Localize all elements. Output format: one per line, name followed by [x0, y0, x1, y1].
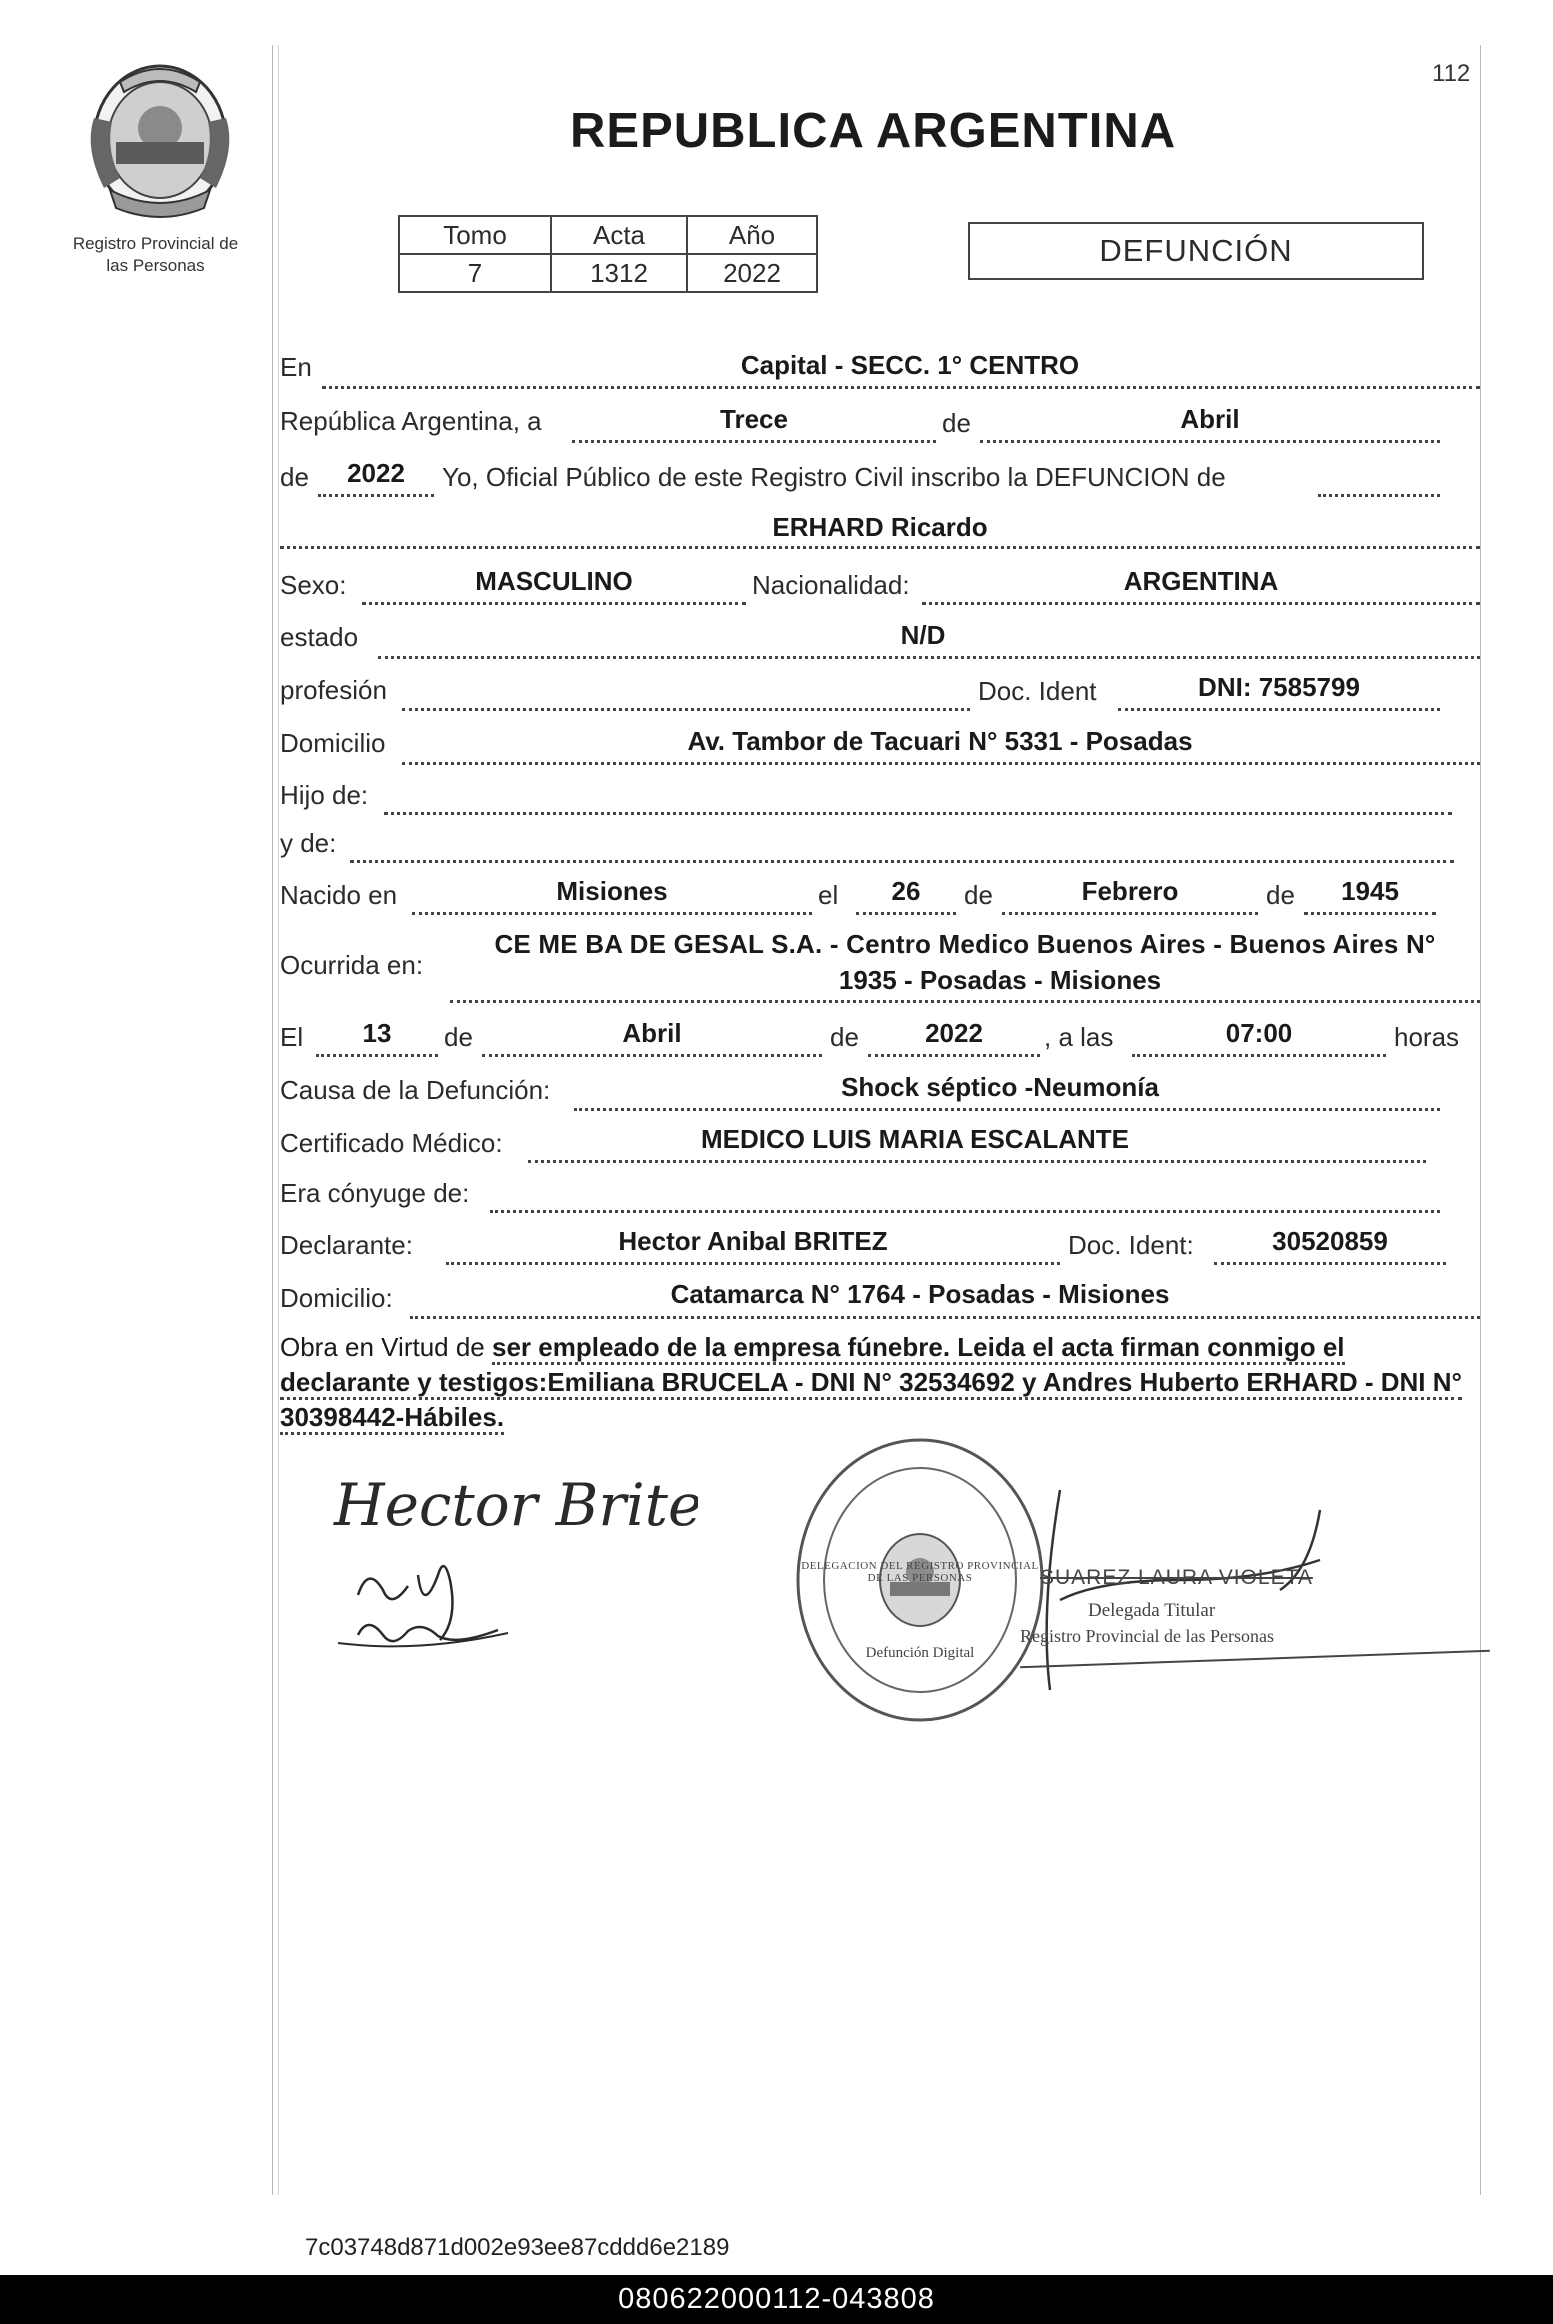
- declarante-doc-value: 30520859: [1272, 1226, 1388, 1256]
- death-time: 07:00: [1225, 1018, 1293, 1048]
- certificado-label: Certificado Médico:: [280, 1128, 503, 1158]
- en-dots: [322, 386, 1480, 389]
- birth-year-dots: [1304, 912, 1436, 915]
- ref-value-tomo: 7: [399, 254, 551, 292]
- document-hash: 7c03748d871d002e93ee87cddd6e2189: [305, 2234, 730, 2261]
- nacido-en-label: Nacido en: [280, 880, 398, 910]
- de-label-2: de: [280, 462, 309, 492]
- ocurrida-line1: CE ME BA DE GESAL S.A. - Centro Medico Buenos Aires - Buenos Aires N°: [494, 929, 1436, 959]
- death-day-dots: [316, 1054, 438, 1057]
- day-dots: [572, 440, 936, 443]
- obra-value: ser empleado de la empresa fúnebre. Leida el acta firman conmigo el declarante y testigos:Emiliana BRUCELA - DNI N° 32534692 y Andres Huberto ERHARD - DNI N° 30398442-Hábiles.: [280, 1332, 1462, 1435]
- doc-ident-label: Doc. Ident: [978, 676, 1097, 706]
- reference-table: [398, 215, 818, 293]
- reference-table-header-row: [399, 216, 817, 254]
- a-las-label: , a las: [1044, 1022, 1114, 1052]
- deceased-name: ERHARD Ricardo: [772, 512, 988, 542]
- domicilio-value: Av. Tambor de Tacuari N° 5331 - Posadas: [687, 726, 1193, 756]
- nacionalidad-value: ARGENTINA: [1123, 566, 1279, 596]
- estado-value: N/D: [900, 620, 946, 650]
- domicilio-dots: [402, 762, 1480, 765]
- stamp-inner-text: Defunción Digital: [865, 1645, 975, 1661]
- de-label-5: de: [444, 1022, 473, 1052]
- official-org: Registro Provincial de las Personas: [1020, 1626, 1274, 1646]
- record-type-box: DEFUNCIÓN: [968, 222, 1424, 280]
- day-word: Trece: [720, 404, 788, 434]
- doc-ident-dots: [1118, 708, 1440, 711]
- sexo-value: MASCULINO: [475, 566, 633, 596]
- obra-paragraph: [280, 1330, 1480, 1435]
- certificado-dots: [528, 1160, 1426, 1163]
- horas-label: horas: [1394, 1022, 1460, 1052]
- y-de-dots: [350, 860, 1454, 863]
- ref-header-ano: Año: [687, 216, 817, 254]
- domicilio2-dots: [410, 1316, 1480, 1319]
- inscribe-tail-dots: [1318, 494, 1440, 497]
- domicilio2-value: Catamarca N° 1764 - Posadas - Misiones: [670, 1279, 1170, 1309]
- en-value: Capital - SECC. 1° CENTRO: [740, 350, 1080, 380]
- ref-header-acta: Acta: [551, 216, 687, 254]
- registry-name-line2: las Personas: [106, 256, 205, 275]
- footer-bar: [0, 2275, 1553, 2324]
- ocurrida-label: Ocurrida en:: [280, 950, 424, 980]
- registry-name: [48, 233, 263, 277]
- declarante-label: Declarante:: [280, 1230, 413, 1260]
- misiones-seal-icon: [80, 58, 240, 218]
- registry-name-line1: Registro Provincial de: [72, 234, 239, 253]
- el-cap-label: El: [280, 1022, 304, 1052]
- estado-dots: [378, 656, 1480, 659]
- left-margin-line-2: [278, 45, 279, 2195]
- hijo-de-label: Hijo de:: [280, 780, 369, 810]
- republica-label: República Argentina, a: [280, 406, 542, 436]
- nacionalidad-label: Nacionalidad:: [752, 570, 910, 600]
- death-month: Abril: [622, 1018, 682, 1048]
- de-label-3: de: [964, 880, 993, 910]
- domicilio2-label: Domicilio:: [280, 1283, 393, 1313]
- official-title: Delegada Titular: [1088, 1600, 1216, 1621]
- month-dots: [980, 440, 1440, 443]
- document-title: REPUBLICA ARGENTINA: [570, 104, 1177, 158]
- conyuge-label: Era cónyuge de:: [280, 1178, 470, 1208]
- nacionalidad-dots: [922, 602, 1480, 605]
- causa-label: Causa de la Defunción:: [280, 1075, 551, 1105]
- death-year-dots: [868, 1054, 1040, 1057]
- certificado-value: MEDICO LUIS MARIA ESCALANTE: [700, 1124, 1130, 1154]
- stamp-ring-text: DELEGACION DEL REGISTRO PROVINCIAL DE LAS PERSONAS: [801, 1560, 1039, 1584]
- official-name: SUAREZ LAURA VIOLETA: [1040, 1566, 1313, 1589]
- declarante-dots: [446, 1262, 1060, 1265]
- name-dots: [280, 546, 1480, 549]
- page-number: 112: [1432, 60, 1471, 87]
- el-label: el: [818, 880, 839, 910]
- ref-header-tomo: Tomo: [399, 216, 551, 254]
- ref-value-ano: 2022: [687, 254, 817, 292]
- sexo-label: Sexo:: [280, 570, 347, 600]
- birth-year: 1945: [1341, 876, 1399, 906]
- death-month-dots: [482, 1054, 822, 1057]
- birth-month: Febrero: [1081, 876, 1179, 906]
- handwritten-signature-icon: [318, 1455, 698, 1695]
- ocurrida-line2: 1935 - Posadas - Misiones: [838, 965, 1162, 995]
- inscribe-text: Yo, Oficial Público de este Registro Civil inscribo la DEFUNCION de: [442, 462, 1226, 492]
- de-label-6: de: [830, 1022, 859, 1052]
- declarante-doc-dots: [1214, 1262, 1446, 1265]
- hijo-de-dots: [384, 812, 1452, 815]
- causa-value: Shock séptico -Neumonía: [841, 1072, 1159, 1102]
- nacido-en-dots: [412, 912, 812, 915]
- footer-code: 080622000112-043808: [618, 2283, 935, 2315]
- domicilio-label: Domicilio: [280, 728, 386, 758]
- declarante-doc-label: Doc. Ident:: [1068, 1230, 1194, 1260]
- en-label: En: [280, 352, 312, 382]
- estado-label: estado: [280, 622, 359, 652]
- y-de-label: y de:: [280, 828, 337, 858]
- death-time-dots: [1132, 1054, 1386, 1057]
- declarante-value: Hector Anibal BRITEZ: [618, 1226, 888, 1256]
- signature-line1: Hector Britez: [334, 1471, 698, 1539]
- nacido-en-value: Misiones: [556, 876, 668, 906]
- year-value: 2022: [347, 458, 405, 488]
- birth-day-dots: [856, 912, 956, 915]
- de-label-1: de: [942, 408, 971, 438]
- left-margin-line: [272, 45, 273, 2195]
- right-margin-line: [1480, 45, 1481, 2195]
- birth-month-dots: [1002, 912, 1258, 915]
- profesion-label: profesión: [280, 675, 387, 705]
- death-year: 2022: [925, 1018, 983, 1048]
- birth-day: 26: [891, 876, 921, 906]
- profesion-dots: [402, 708, 970, 711]
- ocurrida-dots: [450, 1000, 1480, 1003]
- de-label-4: de: [1266, 880, 1295, 910]
- ref-value-acta: 1312: [551, 254, 687, 292]
- death-day: 13: [362, 1018, 392, 1048]
- sexo-dots: [362, 602, 746, 605]
- declarant-signature: [318, 1455, 698, 1695]
- causa-dots: [574, 1108, 1440, 1111]
- province-emblem: [80, 58, 240, 218]
- obra-label: Obra en Virtud de: [280, 1332, 485, 1362]
- conyuge-dots: [490, 1210, 1440, 1213]
- reference-table-value-row: [399, 254, 817, 292]
- month-value: Abril: [1180, 404, 1240, 434]
- year-dots: [318, 494, 434, 497]
- doc-ident-value: DNI: 7585799: [1198, 672, 1360, 702]
